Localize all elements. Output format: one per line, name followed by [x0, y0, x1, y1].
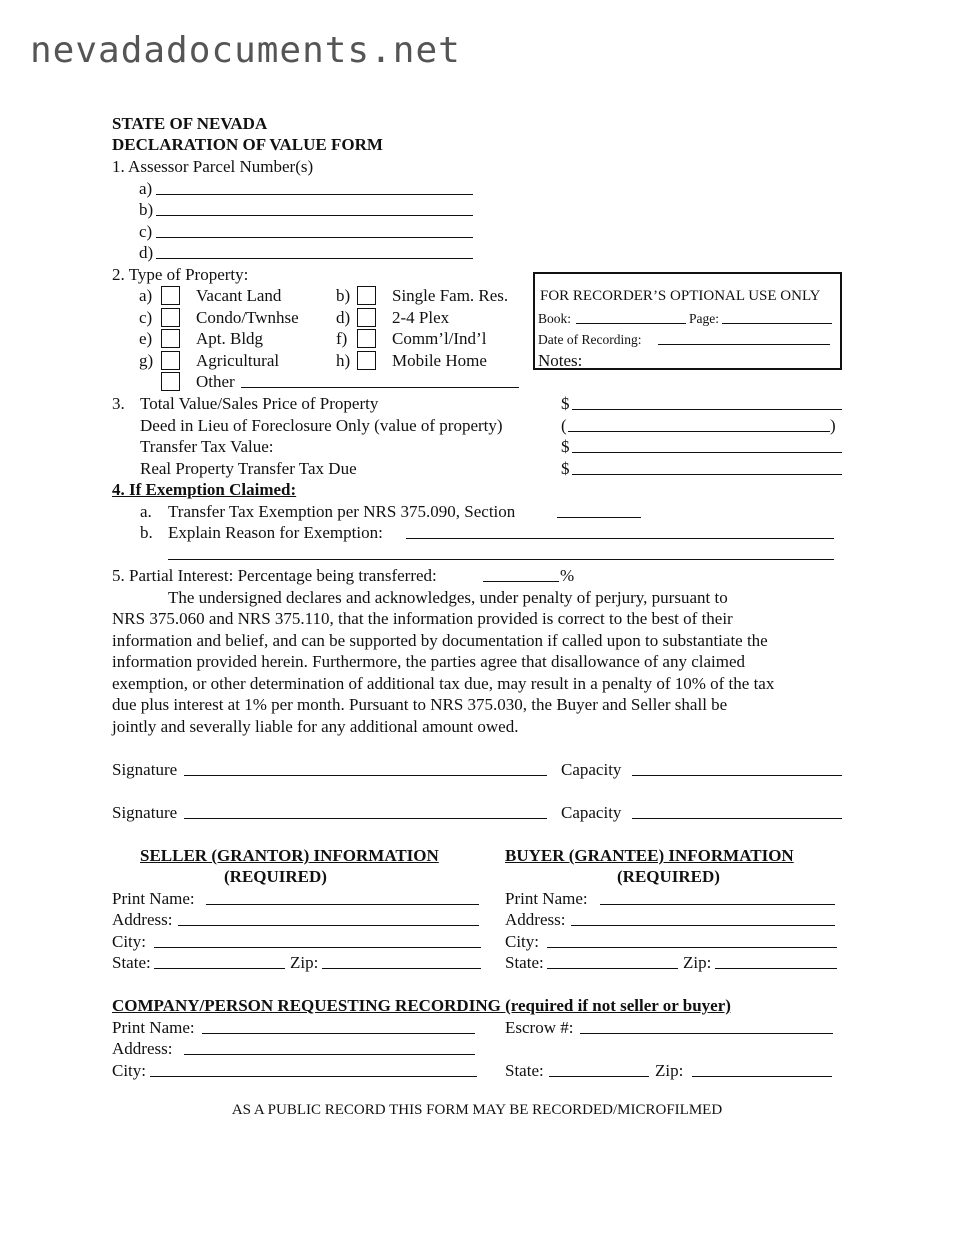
- tax-due-dollar: $: [561, 459, 570, 478]
- partial-interest-percent: %: [560, 566, 575, 585]
- section4-title: 4. If Exemption Claimed:: [112, 480, 297, 499]
- state-title: STATE OF NEVADA: [112, 114, 268, 133]
- plex-checkbox[interactable]: [357, 308, 376, 327]
- vacant-land-label: Vacant Land: [196, 286, 282, 305]
- requester-zip-field[interactable]: [692, 1076, 832, 1077]
- declaration-line-4: information provided herein. Furthermore, the parties agree that disallowance of any claimed: [112, 652, 746, 671]
- transfer-tax-value-dollar: $: [561, 437, 570, 456]
- property-f-letter: f): [336, 329, 348, 348]
- seller-title: SELLER (GRANTOR) INFORMATION: [140, 846, 439, 865]
- mobile-home-label: Mobile Home: [392, 351, 487, 370]
- section3-number: 3.: [112, 394, 125, 413]
- seller-print-name-label: Print Name:: [112, 889, 195, 908]
- capacity-1-label: Capacity: [561, 760, 622, 779]
- total-value-label: Total Value/Sales Price of Property: [140, 394, 379, 413]
- requester-address-field[interactable]: [184, 1054, 475, 1055]
- requester-state-label: State:: [505, 1061, 544, 1080]
- exemption-reason-label: Explain Reason for Exemption:: [168, 523, 383, 542]
- single-fam-res-checkbox[interactable]: [357, 286, 376, 305]
- signature-1-label: Signature: [112, 760, 178, 779]
- recorder-notes-label: Notes:: [538, 351, 583, 370]
- property-c-letter: c): [139, 308, 153, 327]
- property-g-letter: g): [139, 351, 154, 370]
- comml-checkbox[interactable]: [357, 329, 376, 348]
- section1-title: 1. Assessor Parcel Number(s): [112, 157, 314, 176]
- buyer-city-field[interactable]: [547, 947, 837, 948]
- buyer-state-field[interactable]: [547, 968, 678, 969]
- requester-print-name-label: Print Name:: [112, 1018, 195, 1037]
- requester-title: COMPANY/PERSON REQUESTING RECORDING (required if not seller or buyer): [112, 996, 731, 1015]
- buyer-zip-label: Zip:: [683, 953, 712, 972]
- seller-required: (REQUIRED): [224, 867, 327, 886]
- watermark: nevadadocuments.net: [30, 30, 461, 71]
- partial-interest-label: 5. Partial Interest: Percentage being transferred:: [112, 566, 437, 585]
- property-e-letter: e): [139, 329, 153, 348]
- recorder-box-title: FOR RECORDER’S OPTIONAL USE ONLY: [540, 288, 821, 304]
- apt-bldg-label: Apt. Bldg: [196, 329, 264, 348]
- buyer-print-name-field[interactable]: [600, 904, 835, 905]
- seller-zip-field[interactable]: [322, 968, 481, 969]
- signature-1-field[interactable]: [184, 775, 547, 776]
- plex-label: 2-4 Plex: [392, 308, 450, 327]
- requester-address-label: Address:: [112, 1039, 173, 1058]
- exemption-reason-field-2[interactable]: [168, 559, 834, 560]
- seller-state-label: State:: [112, 953, 151, 972]
- recorder-page-label: Page:: [689, 311, 719, 326]
- requester-zip-label: Zip:: [655, 1061, 684, 1080]
- parcel-a-label: a): [139, 179, 153, 198]
- requester-state-field[interactable]: [549, 1076, 649, 1077]
- total-value-field[interactable]: [572, 409, 842, 410]
- parcel-b-label: b): [139, 200, 154, 219]
- deed-in-lieu-close-paren: ): [830, 416, 836, 435]
- buyer-city-label: City:: [505, 932, 540, 951]
- buyer-address-field[interactable]: [571, 925, 835, 926]
- property-d-letter: d): [336, 308, 351, 327]
- comml-label: Comm’l/Ind’l: [392, 329, 487, 348]
- recorder-book-label: Book:: [538, 311, 572, 326]
- property-a-letter: a): [139, 286, 153, 305]
- exemption-b-letter: b.: [140, 523, 153, 542]
- section2-title: 2. Type of Property:: [112, 265, 249, 284]
- declaration-line-5: exemption, or other determination of additional tax due, may result in a penalty of 10% of the tax: [112, 674, 775, 693]
- buyer-address-label: Address:: [505, 910, 566, 929]
- transfer-tax-value-field[interactable]: [572, 452, 842, 453]
- property-h-letter: h): [336, 351, 351, 370]
- declaration-line-6: due plus interest at 1% per month. Pursuant to NRS 375.030, the Buyer and Seller shall be: [112, 695, 728, 714]
- partial-interest-field[interactable]: [483, 581, 559, 582]
- condo-label: Condo/Twnhse: [196, 308, 299, 327]
- buyer-state-label: State:: [505, 953, 544, 972]
- capacity-2-label: Capacity: [561, 803, 622, 822]
- other-checkbox[interactable]: [161, 372, 180, 391]
- recorder-date-label: Date of Recording:: [538, 332, 642, 347]
- agricultural-checkbox[interactable]: [161, 351, 180, 370]
- buyer-print-name-label: Print Name:: [505, 889, 588, 908]
- seller-print-name-field[interactable]: [206, 904, 479, 905]
- footer-note: AS A PUBLIC RECORD THIS FORM MAY BE RECORDED/MICROFILMED: [231, 1102, 723, 1118]
- parcel-d-field[interactable]: [156, 258, 473, 259]
- seller-zip-label: Zip:: [290, 953, 319, 972]
- seller-address-field[interactable]: [178, 925, 479, 926]
- exemption-a-letter: a.: [140, 502, 152, 521]
- other-field[interactable]: [241, 387, 519, 388]
- deed-in-lieu-field[interactable]: [568, 431, 830, 432]
- buyer-title: BUYER (GRANTEE) INFORMATION: [505, 846, 794, 865]
- parcel-b-field[interactable]: [156, 215, 473, 216]
- buyer-required: (REQUIRED): [617, 867, 720, 886]
- single-fam-res-label: Single Fam. Res.: [392, 286, 509, 305]
- requester-print-name-field[interactable]: [202, 1033, 475, 1034]
- total-value-dollar: $: [561, 394, 570, 413]
- parcel-c-label: c): [139, 222, 153, 241]
- declaration-line-1: The undersigned declares and acknowledges, under penalty of perjury, pursuant to: [168, 588, 728, 607]
- recorder-date-field[interactable]: [658, 344, 830, 345]
- seller-address-label: Address:: [112, 910, 173, 929]
- mobile-home-checkbox[interactable]: [357, 351, 376, 370]
- declaration-line-2: NRS 375.060 and NRS 375.110, that the information provided is correct to the best of their: [112, 609, 733, 628]
- agricultural-label: Agricultural: [196, 351, 280, 370]
- seller-state-field[interactable]: [154, 968, 285, 969]
- escrow-label: Escrow #:: [505, 1018, 574, 1037]
- seller-city-label: City:: [112, 932, 147, 951]
- escrow-field[interactable]: [580, 1033, 833, 1034]
- exemption-reason-field[interactable]: [406, 538, 834, 539]
- recorder-book-field[interactable]: [576, 323, 686, 324]
- declaration-line-3: information and belief, and can be supported by documentation if called upon to substantiate the: [112, 631, 768, 650]
- seller-city-field[interactable]: [154, 947, 481, 948]
- exemption-section-field[interactable]: [557, 517, 641, 518]
- other-label: Other: [196, 372, 235, 391]
- signature-2-label: Signature: [112, 803, 178, 822]
- vacant-land-checkbox[interactable]: [161, 286, 180, 305]
- parcel-a-field[interactable]: [156, 194, 473, 195]
- transfer-tax-value-label: Transfer Tax Value:: [140, 437, 274, 456]
- form-title: DECLARATION OF VALUE FORM: [112, 135, 383, 154]
- capacity-1-field[interactable]: [632, 775, 842, 776]
- capacity-2-field[interactable]: [632, 818, 842, 819]
- buyer-zip-field[interactable]: [715, 968, 837, 969]
- recorder-page-field[interactable]: [722, 323, 832, 324]
- deed-in-lieu-open-paren: (: [561, 416, 567, 435]
- apt-bldg-checkbox[interactable]: [161, 329, 180, 348]
- declaration-line-7: jointly and severally liable for any additional amount owed.: [112, 717, 519, 736]
- tax-due-label: Real Property Transfer Tax Due: [140, 459, 357, 478]
- signature-2-field[interactable]: [184, 818, 547, 819]
- exemption-section-label: Transfer Tax Exemption per NRS 375.090, Section: [168, 502, 516, 521]
- property-b-letter: b): [336, 286, 351, 305]
- tax-due-field[interactable]: [572, 474, 842, 475]
- requester-city-field[interactable]: [150, 1076, 477, 1077]
- parcel-d-label: d): [139, 243, 154, 262]
- deed-in-lieu-label: Deed in Lieu of Foreclosure Only (value of property): [140, 416, 503, 435]
- condo-checkbox[interactable]: [161, 308, 180, 327]
- requester-city-label: City:: [112, 1061, 147, 1080]
- parcel-c-field[interactable]: [156, 237, 473, 238]
